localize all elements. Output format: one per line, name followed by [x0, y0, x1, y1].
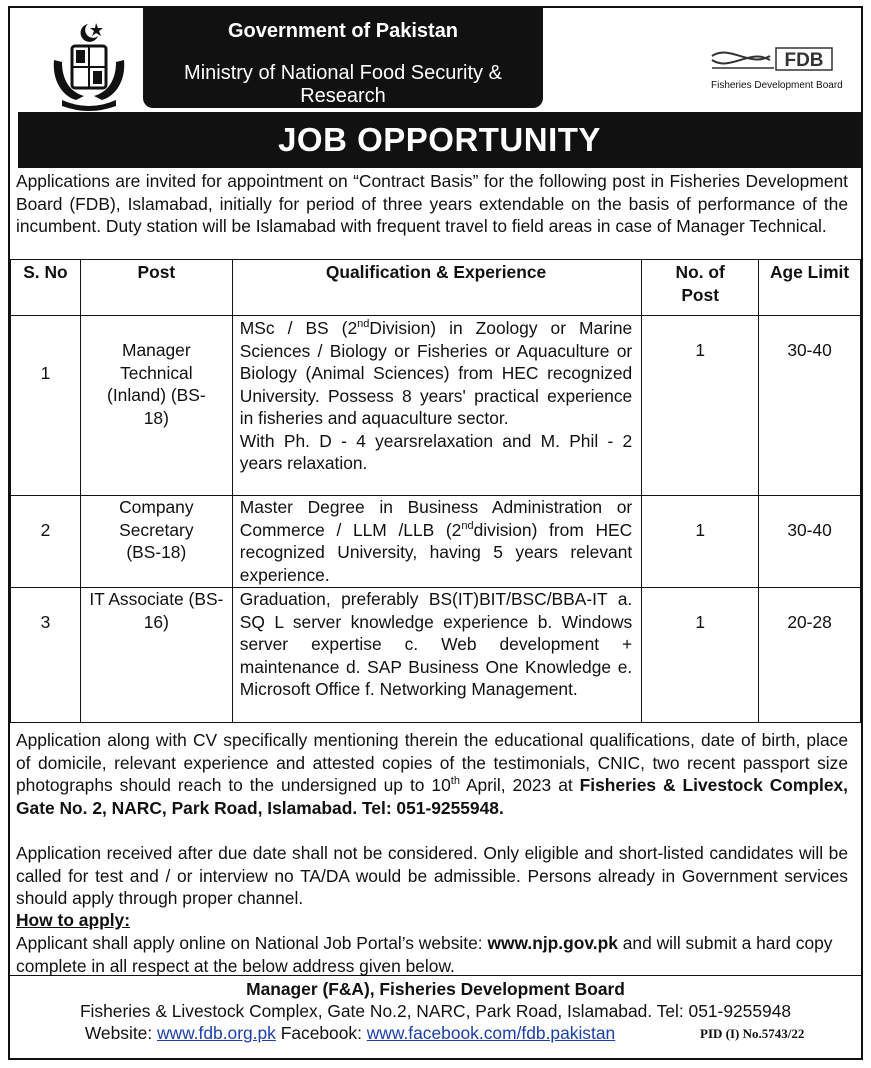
- row-post: Manager Technical (Inland) (BS-18): [80, 316, 232, 496]
- row-age-limit: 30-40: [759, 316, 861, 496]
- table-row: [11, 588, 861, 723]
- header-sno: S. No: [11, 260, 81, 316]
- row-qualification: Graduation, preferably BS(IT)BIT/BSC/BBA-IT a. SQ L server knowledge experience b. Windows server expertise c. Web development + maintenance d. SAP Business One Knowledge e. Microsoft Office f. Networking Management.: [232, 588, 641, 723]
- fdb-website-link[interactable]: www.fdb.org.pk: [156, 1023, 276, 1043]
- fdb-caption: Fisheries Development Board: [711, 80, 843, 91]
- header-qualification: Qualification & Experience: [232, 260, 641, 316]
- row-sno: 3: [11, 588, 81, 723]
- njp-website: www.njp.gov.pk: [487, 933, 618, 953]
- row-age-limit: 20-28: [759, 588, 861, 723]
- fdb-logo-text: FDB: [784, 50, 824, 71]
- table-row: [11, 496, 861, 588]
- how-to-apply-text: Applicant shall apply online on National Job Portal’s website: www.njp.gov.pk and will submit a hard copy complete in all respect at the below address given below.: [16, 933, 833, 976]
- facebook-link[interactable]: www.facebook.com/fdb.pakistan: [366, 1023, 616, 1043]
- posts-table: [10, 259, 861, 723]
- application-paragraph: Application along with CV specifically mentioning therein the educational qualifications, date of birth, place of domicile, relevant experience and attested copies of the testimonials, CNIC, two recent passport size photographs should reach to the undersigned up to 10th April, 2023 at Fisheries & Livestock Complex, Gate No. 2, NARC, Park Road, Islamabad. Tel: 051-9255948.: [16, 730, 848, 818]
- notice-paragraph: Application received after due date shall not be considered. Only eligible and short-listed candidates will be called for test and / or interview no TA/DA would be admissible. Persons already in Government services should apply through proper channel.: [16, 843, 848, 908]
- row-number-of-post: 1: [642, 496, 759, 588]
- row-post: IT Associate (BS-16): [80, 588, 232, 723]
- row-number-of-post: 1: [642, 316, 759, 496]
- state-emblem-icon: [44, 20, 134, 112]
- row-sno: 1: [11, 316, 81, 496]
- row-number-of-post: 1: [642, 588, 759, 723]
- header-post: Post: [80, 260, 232, 316]
- contact-title: Manager (F&A), Fisheries Development Board: [246, 979, 625, 999]
- row-qualification: Master Degree in Business Administration or Commerce / LLM /LLB (2nddivision) from HEC recognized University, having 5 years relevant experience.: [232, 496, 641, 588]
- header-age-limit: Age Limit: [759, 260, 861, 316]
- row-age-limit: 30-40: [759, 496, 861, 588]
- contact-links: Website: www.fdb.org.pk Facebook: www.facebook.com/fdb.pakistan: [84, 1023, 616, 1043]
- row-post: Company Secretary (BS-18): [80, 496, 232, 588]
- row-qualification: MSc / BS (2ndDivision) in Zoology or Marine Sciences / Biology or Fisheries or Aquaculture or Biology (Animal Sciences) from HEC recognized University. Possess 8 years' practical experience in fisheries and aquaculture sector. With Ph. D - 4 yearsrelaxation and M. Phil - 2 years relaxation.: [232, 316, 641, 496]
- application-address: Fisheries & Livestock Complex, Gate No. 2, NARC, Park Road, Islamabad. Tel: 051-9255948.: [16, 775, 848, 818]
- contact-divider: [10, 975, 861, 976]
- pid-number: PID (I) No.5743/22: [700, 1026, 805, 1041]
- intro-paragraph: Applications are invited for appointment on “Contract Basis” for the following post in Fisheries Development Board (FDB), Islamabad, initially for period of three years extendable on the basis of performance of the incumbent. Duty station will be Islamabad with frequent travel to field areas in case of Manager Technical.: [16, 171, 848, 236]
- job-opportunity-title: JOB OPPORTUNITY: [18, 112, 861, 168]
- table-row: [11, 316, 861, 496]
- header-number-of-post: No. of Post: [642, 260, 759, 316]
- contact-address: Fisheries & Livestock Complex, Gate No.2, NARC, Park Road, Islamabad. Tel: 051-9255948: [79, 1001, 792, 1021]
- government-name: Government of Pakistan: [227, 20, 459, 42]
- table-header-row: [11, 260, 861, 316]
- government-box: [143, 8, 543, 108]
- row-sno: 2: [11, 496, 81, 588]
- ministry-name: Ministry of National Food Security & Research: [184, 62, 502, 107]
- how-to-apply-heading: How to apply:: [16, 910, 130, 930]
- header: [10, 8, 861, 168]
